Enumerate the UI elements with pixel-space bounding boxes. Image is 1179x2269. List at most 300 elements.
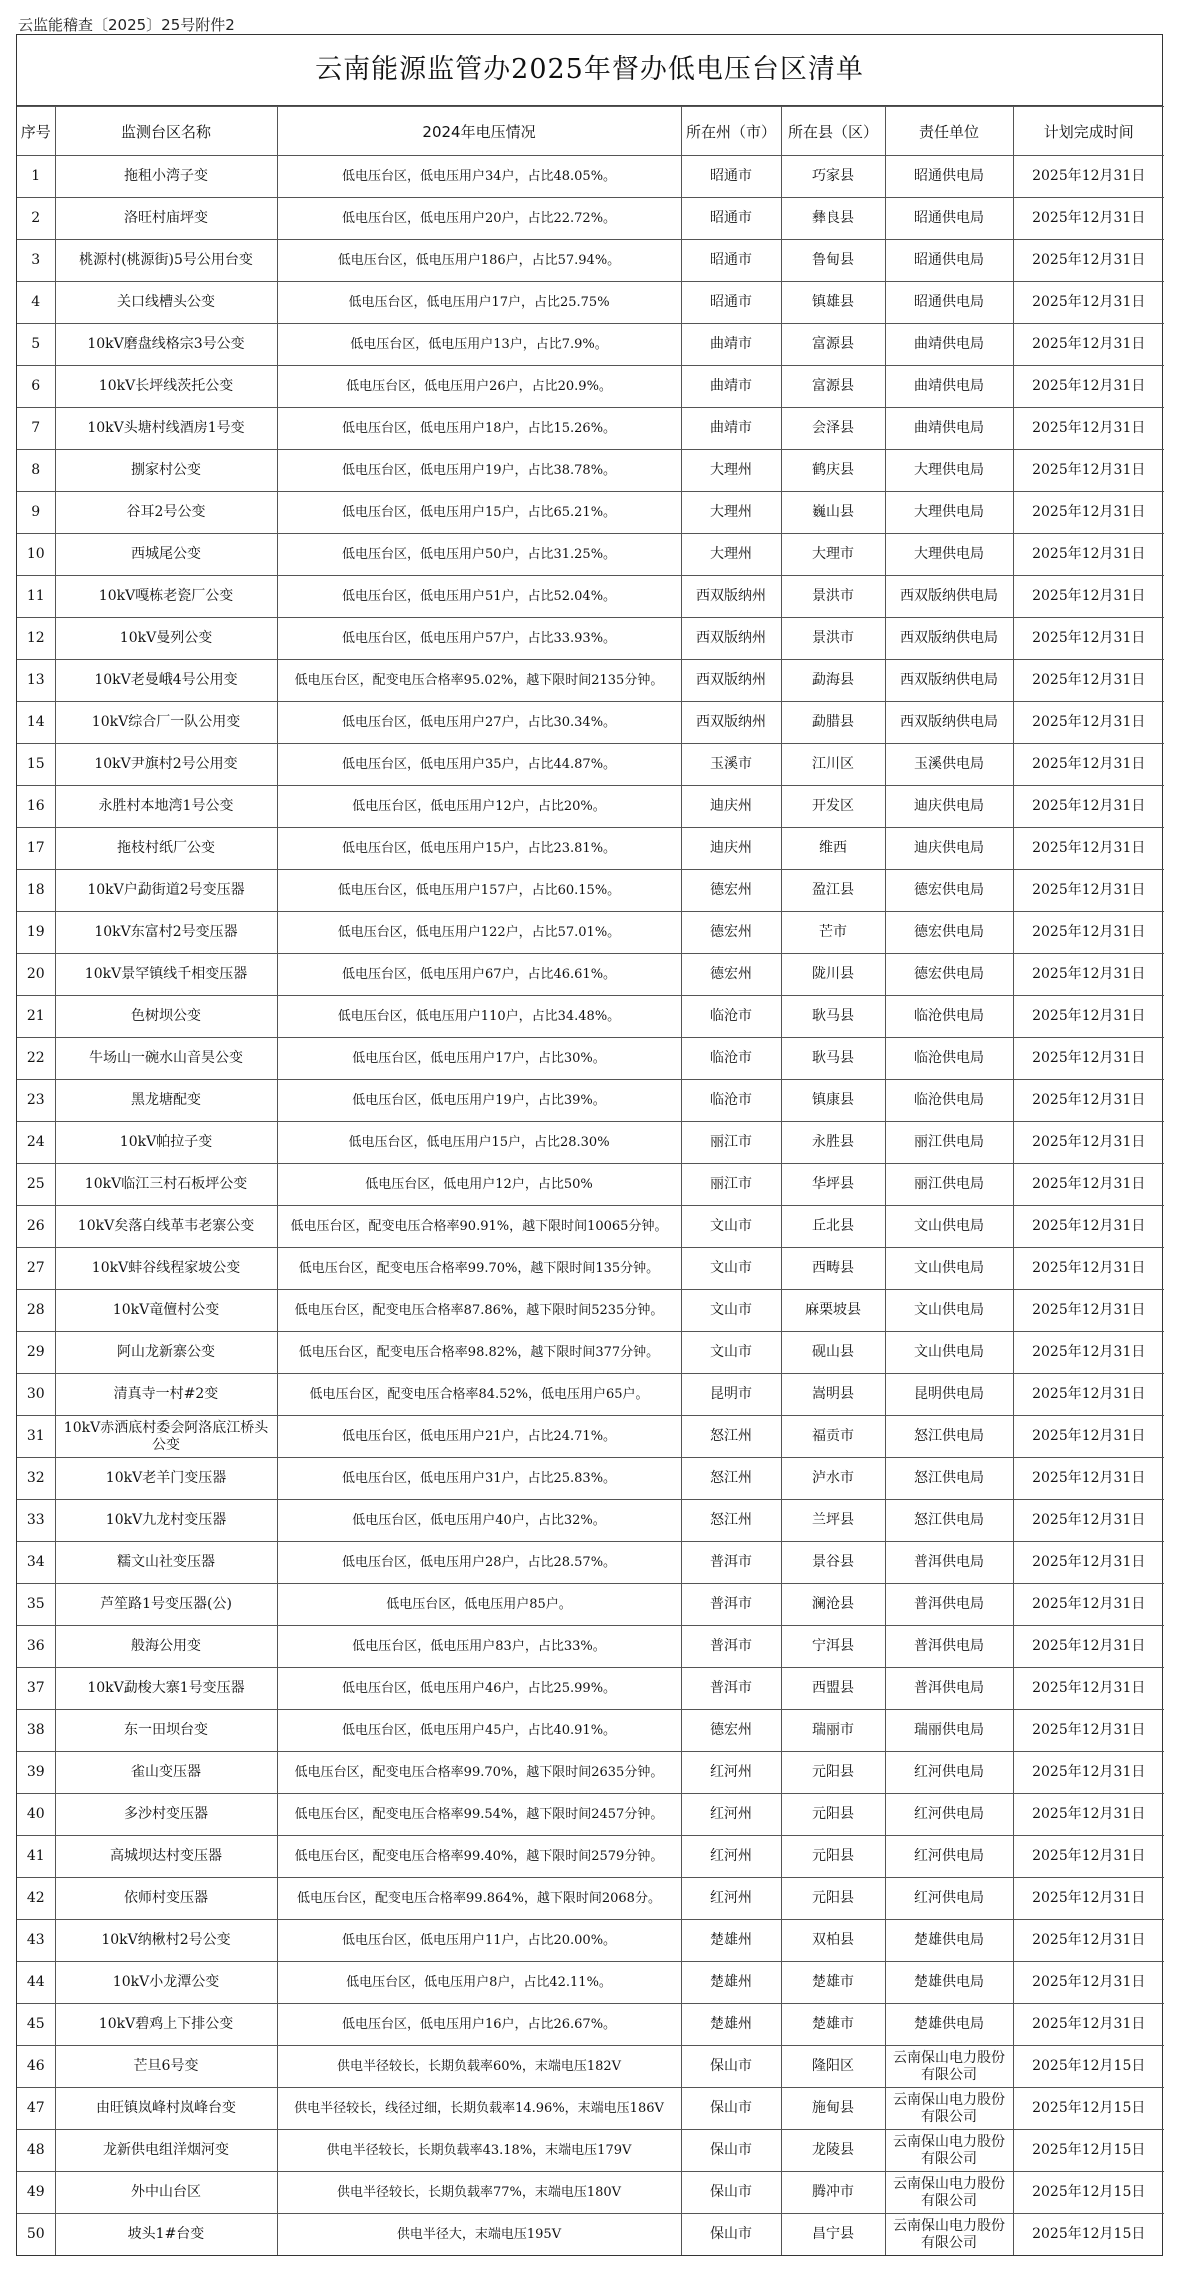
table-row	[17, 870, 1164, 912]
station-name: 10kV纳楸村2号公变	[55, 1920, 277, 1962]
deadline: 2025年12月31日	[1013, 1374, 1164, 1416]
county: 昌宁县	[781, 2214, 885, 2256]
station-name: 关口线槽头公变	[55, 282, 277, 324]
station-name: 龙新供电组洋烟河变	[55, 2130, 277, 2172]
header-prefecture: 所在州（市）	[681, 107, 781, 156]
station-name: 永胜村本地湾1号公变	[55, 786, 277, 828]
table-row	[17, 156, 1164, 198]
station-name: 拖枝村纸厂公变	[55, 828, 277, 870]
row-index: 7	[17, 408, 55, 450]
deadline: 2025年12月31日	[1013, 1416, 1164, 1458]
prefecture: 曲靖市	[681, 366, 781, 408]
deadline: 2025年12月31日	[1013, 492, 1164, 534]
table-row	[17, 366, 1164, 408]
deadline: 2025年12月31日	[1013, 1710, 1164, 1752]
station-name: 10kV赤洒底村委会阿洛底江桥头公变	[55, 1416, 277, 1458]
table-row	[17, 1962, 1164, 2004]
deadline: 2025年12月31日	[1013, 1500, 1164, 1542]
header-responsible-unit: 责任单位	[885, 107, 1013, 156]
deadline: 2025年12月31日	[1013, 870, 1164, 912]
deadline: 2025年12月31日	[1013, 534, 1164, 576]
county: 鲁甸县	[781, 240, 885, 282]
row-index: 14	[17, 702, 55, 744]
county: 耿马县	[781, 1038, 885, 1080]
responsible-unit: 大理供电局	[885, 450, 1013, 492]
responsible-unit: 西双版纳供电局	[885, 576, 1013, 618]
prefecture: 普洱市	[681, 1668, 781, 1710]
row-index: 46	[17, 2046, 55, 2088]
station-name: 桃源村(桃源街)5号公用台变	[55, 240, 277, 282]
station-name: 10kV九龙村变压器	[55, 1500, 277, 1542]
station-name: 10kV东富村2号变压器	[55, 912, 277, 954]
county: 元阳县	[781, 1878, 885, 1920]
county: 福贡市	[781, 1416, 885, 1458]
header-county: 所在县（区）	[781, 107, 885, 156]
row-index: 49	[17, 2172, 55, 2214]
voltage-status: 低电压台区，低电压用户26户，占比20.9%。	[277, 366, 681, 408]
voltage-status: 低电压台区，低电压用户17户，占比25.75%	[277, 282, 681, 324]
prefecture: 普洱市	[681, 1584, 781, 1626]
responsible-unit: 丽江供电局	[885, 1122, 1013, 1164]
deadline: 2025年12月31日	[1013, 1584, 1164, 1626]
responsible-unit: 大理供电局	[885, 534, 1013, 576]
responsible-unit: 普洱供电局	[885, 1668, 1013, 1710]
table-row	[17, 2214, 1164, 2256]
document-reference: 云监能稽查〔2025〕25号附件2	[18, 16, 235, 34]
responsible-unit: 红河供电局	[885, 1836, 1013, 1878]
voltage-status: 低电压台区，低电压用户12户，占比20%。	[277, 786, 681, 828]
voltage-status: 低电压台区，低电压用户50户，占比31.25%。	[277, 534, 681, 576]
row-index: 23	[17, 1080, 55, 1122]
voltage-status: 低电压台区，低电压用户40户，占比32%。	[277, 1500, 681, 1542]
county: 澜沧县	[781, 1584, 885, 1626]
row-index: 24	[17, 1122, 55, 1164]
station-name: 东一田坝台变	[55, 1710, 277, 1752]
county: 丘北县	[781, 1206, 885, 1248]
table-row	[17, 1122, 1164, 1164]
table-row	[17, 2046, 1164, 2088]
station-name: 西城尾公变	[55, 534, 277, 576]
station-name: 洛旺村庙坪变	[55, 198, 277, 240]
responsible-unit: 德宏供电局	[885, 870, 1013, 912]
table-row	[17, 1626, 1164, 1668]
prefecture: 西双版纳州	[681, 576, 781, 618]
station-name: 芦笙路1号变压器(公)	[55, 1584, 277, 1626]
prefecture: 昭通市	[681, 282, 781, 324]
voltage-status: 低电压台区，配变电压合格率95.02%，越下限时间2135分钟。	[277, 660, 681, 702]
prefecture: 红河州	[681, 1836, 781, 1878]
deadline: 2025年12月31日	[1013, 408, 1164, 450]
voltage-status: 供电半径较长，长期负载率60%，末端电压182V	[277, 2046, 681, 2088]
voltage-status: 低电压台区，低电用户12户，占比50%	[277, 1164, 681, 1206]
deadline: 2025年12月31日	[1013, 1794, 1164, 1836]
deadline: 2025年12月31日	[1013, 1248, 1164, 1290]
prefecture: 临沧市	[681, 996, 781, 1038]
responsible-unit: 怒江供电局	[885, 1500, 1013, 1542]
row-index: 26	[17, 1206, 55, 1248]
county: 宁洱县	[781, 1626, 885, 1668]
row-index: 48	[17, 2130, 55, 2172]
list-sheet	[16, 34, 1163, 2256]
station-name: 10kV老曼峨4号公用变	[55, 660, 277, 702]
prefecture: 文山市	[681, 1290, 781, 1332]
responsible-unit: 怒江供电局	[885, 1458, 1013, 1500]
responsible-unit: 普洱供电局	[885, 1584, 1013, 1626]
deadline: 2025年12月31日	[1013, 702, 1164, 744]
header-row	[17, 107, 1164, 156]
county: 元阳县	[781, 1794, 885, 1836]
deadline: 2025年12月31日	[1013, 954, 1164, 996]
table-row	[17, 240, 1164, 282]
voltage-status: 低电压台区，低电压用户20户，占比22.72%。	[277, 198, 681, 240]
table-row	[17, 618, 1164, 660]
prefecture: 大理州	[681, 450, 781, 492]
row-index: 6	[17, 366, 55, 408]
table-row	[17, 534, 1164, 576]
county: 西畴县	[781, 1248, 885, 1290]
county: 嵩明县	[781, 1374, 885, 1416]
station-name: 10kV综合厂一队公用变	[55, 702, 277, 744]
deadline: 2025年12月31日	[1013, 1164, 1164, 1206]
row-index: 22	[17, 1038, 55, 1080]
voltage-status: 低电压台区，配变电压合格率99.70%，越下限时间135分钟。	[277, 1248, 681, 1290]
row-index: 9	[17, 492, 55, 534]
row-index: 2	[17, 198, 55, 240]
responsible-unit: 西双版纳供电局	[885, 660, 1013, 702]
responsible-unit: 临沧供电局	[885, 996, 1013, 1038]
county: 元阳县	[781, 1752, 885, 1794]
table-row	[17, 996, 1164, 1038]
table-row	[17, 828, 1164, 870]
row-index: 42	[17, 1878, 55, 1920]
row-index: 29	[17, 1332, 55, 1374]
row-index: 12	[17, 618, 55, 660]
county: 鹤庆县	[781, 450, 885, 492]
table-row	[17, 1752, 1164, 1794]
table-row	[17, 744, 1164, 786]
station-name: 10kV头塘村线酒房1号变	[55, 408, 277, 450]
county: 盈江县	[781, 870, 885, 912]
row-index: 11	[17, 576, 55, 618]
deadline: 2025年12月15日	[1013, 2130, 1164, 2172]
responsible-unit: 迪庆供电局	[885, 828, 1013, 870]
table-row	[17, 1332, 1164, 1374]
deadline: 2025年12月31日	[1013, 660, 1164, 702]
county: 景洪市	[781, 618, 885, 660]
table-row	[17, 2088, 1164, 2130]
prefecture: 普洱市	[681, 1542, 781, 1584]
voltage-status: 低电压台区，配变电压合格率87.86%，越下限时间5235分钟。	[277, 1290, 681, 1332]
county: 开发区	[781, 786, 885, 828]
responsible-unit: 云南保山电力股份有限公司	[885, 2172, 1013, 2214]
station-name: 10kV临江三村石板坪公变	[55, 1164, 277, 1206]
deadline: 2025年12月31日	[1013, 366, 1164, 408]
table-row	[17, 1920, 1164, 1962]
deadline: 2025年12月31日	[1013, 324, 1164, 366]
deadline: 2025年12月31日	[1013, 1836, 1164, 1878]
prefecture: 怒江州	[681, 1500, 781, 1542]
prefecture: 文山市	[681, 1332, 781, 1374]
prefecture: 红河州	[681, 1752, 781, 1794]
county: 永胜县	[781, 1122, 885, 1164]
responsible-unit: 昭通供电局	[885, 282, 1013, 324]
voltage-status: 低电压台区，低电压用户67户，占比46.61%。	[277, 954, 681, 996]
row-index: 25	[17, 1164, 55, 1206]
responsible-unit: 曲靖供电局	[885, 408, 1013, 450]
deadline: 2025年12月31日	[1013, 156, 1164, 198]
responsible-unit: 红河供电局	[885, 1794, 1013, 1836]
row-index: 39	[17, 1752, 55, 1794]
prefecture: 临沧市	[681, 1080, 781, 1122]
table-row	[17, 1458, 1164, 1500]
county: 龙陵县	[781, 2130, 885, 2172]
header-station-name: 监测台区名称	[55, 107, 277, 156]
table-row	[17, 2130, 1164, 2172]
row-index: 37	[17, 1668, 55, 1710]
table-row	[17, 1416, 1164, 1458]
responsible-unit: 迪庆供电局	[885, 786, 1013, 828]
responsible-unit: 怒江供电局	[885, 1416, 1013, 1458]
row-index: 31	[17, 1416, 55, 1458]
row-index: 10	[17, 534, 55, 576]
header-deadline: 计划完成时间	[1013, 107, 1164, 156]
deadline: 2025年12月31日	[1013, 2004, 1164, 2046]
voltage-status: 低电压台区，低电压用户157户，占比60.15%。	[277, 870, 681, 912]
prefecture: 大理州	[681, 492, 781, 534]
table-row	[17, 324, 1164, 366]
table-row	[17, 1878, 1164, 1920]
county: 楚雄市	[781, 1962, 885, 2004]
row-index: 4	[17, 282, 55, 324]
deadline: 2025年12月31日	[1013, 282, 1164, 324]
table-row	[17, 2004, 1164, 2046]
deadline: 2025年12月31日	[1013, 1878, 1164, 1920]
voltage-status: 低电压台区，配变电压合格率99.54%，越下限时间2457分钟。	[277, 1794, 681, 1836]
deadline: 2025年12月15日	[1013, 2172, 1164, 2214]
table-row	[17, 2172, 1164, 2214]
station-name: 谷耳2号公变	[55, 492, 277, 534]
station-name: 10kV磨盘线格宗3号公变	[55, 324, 277, 366]
county: 芒市	[781, 912, 885, 954]
voltage-status: 低电压台区，低电压用户57户，占比33.93%。	[277, 618, 681, 660]
county: 富源县	[781, 324, 885, 366]
voltage-status: 低电压台区，低电压用户186户，占比57.94%。	[277, 240, 681, 282]
responsible-unit: 云南保山电力股份有限公司	[885, 2088, 1013, 2130]
voltage-status: 低电压台区，配变电压合格率99.40%，越下限时间2579分钟。	[277, 1836, 681, 1878]
row-index: 47	[17, 2088, 55, 2130]
responsible-unit: 大理供电局	[885, 492, 1013, 534]
voltage-status: 低电压台区，低电压用户16户，占比26.67%。	[277, 2004, 681, 2046]
responsible-unit: 文山供电局	[885, 1290, 1013, 1332]
responsible-unit: 文山供电局	[885, 1206, 1013, 1248]
voltage-status: 低电压台区，低电压用户27户，占比30.34%。	[277, 702, 681, 744]
table-row	[17, 1710, 1164, 1752]
prefecture: 保山市	[681, 2130, 781, 2172]
deadline: 2025年12月31日	[1013, 1668, 1164, 1710]
prefecture: 文山市	[681, 1248, 781, 1290]
county: 泸水市	[781, 1458, 885, 1500]
row-index: 13	[17, 660, 55, 702]
voltage-status: 低电压台区，低电压用户8户，占比42.11%。	[277, 1962, 681, 2004]
voltage-status: 低电压台区，配变电压合格率90.91%，越下限时间10065分钟。	[277, 1206, 681, 1248]
row-index: 17	[17, 828, 55, 870]
responsible-unit: 临沧供电局	[885, 1080, 1013, 1122]
table-row	[17, 1542, 1164, 1584]
deadline: 2025年12月31日	[1013, 1458, 1164, 1500]
row-index: 32	[17, 1458, 55, 1500]
deadline: 2025年12月31日	[1013, 828, 1164, 870]
table-row	[17, 1164, 1164, 1206]
voltage-status: 低电压台区，低电压用户28户，占比28.57%。	[277, 1542, 681, 1584]
deadline: 2025年12月31日	[1013, 912, 1164, 954]
voltage-status: 低电压台区，低电压用户45户，占比40.91%。	[277, 1710, 681, 1752]
row-index: 15	[17, 744, 55, 786]
prefecture: 玉溪市	[681, 744, 781, 786]
station-name: 10kV帕拉子变	[55, 1122, 277, 1164]
prefecture: 德宏州	[681, 954, 781, 996]
prefecture: 楚雄州	[681, 1920, 781, 1962]
row-index: 44	[17, 1962, 55, 2004]
deadline: 2025年12月31日	[1013, 1962, 1164, 2004]
county: 巍山县	[781, 492, 885, 534]
row-index: 30	[17, 1374, 55, 1416]
county: 施甸县	[781, 2088, 885, 2130]
voltage-status: 低电压台区，低电压用户15户，占比23.81%。	[277, 828, 681, 870]
station-name: 10kV景罕镇线千相变压器	[55, 954, 277, 996]
responsible-unit: 普洱供电局	[885, 1626, 1013, 1668]
station-name: 10kV曼列公变	[55, 618, 277, 660]
deadline: 2025年12月31日	[1013, 996, 1164, 1038]
prefecture: 楚雄州	[681, 2004, 781, 2046]
county: 耿马县	[781, 996, 885, 1038]
county: 隆阳区	[781, 2046, 885, 2088]
row-index: 50	[17, 2214, 55, 2256]
responsible-unit: 西双版纳供电局	[885, 702, 1013, 744]
table-row	[17, 1290, 1164, 1332]
deadline: 2025年12月31日	[1013, 1290, 1164, 1332]
prefecture: 德宏州	[681, 912, 781, 954]
station-name: 10kV户勐街道2号变压器	[55, 870, 277, 912]
voltage-status: 低电压台区，低电压用户21户，占比24.71%。	[277, 1416, 681, 1458]
row-index: 3	[17, 240, 55, 282]
prefecture: 西双版纳州	[681, 660, 781, 702]
prefecture: 红河州	[681, 1878, 781, 1920]
station-name: 10kV竜儃村公变	[55, 1290, 277, 1332]
prefecture: 保山市	[681, 2214, 781, 2256]
deadline: 2025年12月31日	[1013, 1542, 1164, 1584]
deadline: 2025年12月31日	[1013, 240, 1164, 282]
table-row	[17, 408, 1164, 450]
county: 腾冲市	[781, 2172, 885, 2214]
station-name: 10kV勐梭大寨1号变压器	[55, 1668, 277, 1710]
responsible-unit: 曲靖供电局	[885, 324, 1013, 366]
table-row	[17, 786, 1164, 828]
table-row	[17, 282, 1164, 324]
row-index: 21	[17, 996, 55, 1038]
responsible-unit: 普洱供电局	[885, 1542, 1013, 1584]
station-name: 依师村变压器	[55, 1878, 277, 1920]
deadline: 2025年12月31日	[1013, 1752, 1164, 1794]
prefecture: 丽江市	[681, 1164, 781, 1206]
table-row	[17, 1038, 1164, 1080]
county: 陇川县	[781, 954, 885, 996]
voltage-status: 低电压台区，配变电压合格率84.52%，低电压用户65户。	[277, 1374, 681, 1416]
responsible-unit: 楚雄供电局	[885, 2004, 1013, 2046]
row-index: 28	[17, 1290, 55, 1332]
station-name: 阿山龙新寨公变	[55, 1332, 277, 1374]
responsible-unit: 瑞丽供电局	[885, 1710, 1013, 1752]
table-row	[17, 1500, 1164, 1542]
table-row	[17, 954, 1164, 996]
county: 镇康县	[781, 1080, 885, 1122]
responsible-unit: 丽江供电局	[885, 1164, 1013, 1206]
responsible-unit: 临沧供电局	[885, 1038, 1013, 1080]
county: 勐海县	[781, 660, 885, 702]
responsible-unit: 西双版纳供电局	[885, 618, 1013, 660]
row-index: 35	[17, 1584, 55, 1626]
row-index: 43	[17, 1920, 55, 1962]
county: 富源县	[781, 366, 885, 408]
row-index: 16	[17, 786, 55, 828]
station-name: 10kV碧鸡上下排公变	[55, 2004, 277, 2046]
row-index: 38	[17, 1710, 55, 1752]
voltage-status: 低电压台区，低电压用户31户，占比25.83%。	[277, 1458, 681, 1500]
voltage-status: 低电压台区，低电压用户15户，占比65.21%。	[277, 492, 681, 534]
responsible-unit: 文山供电局	[885, 1248, 1013, 1290]
station-name: 10kV老羊门变压器	[55, 1458, 277, 1500]
deadline: 2025年12月31日	[1013, 1332, 1164, 1374]
prefecture: 大理州	[681, 534, 781, 576]
station-name: 由旺镇岚峰村岚峰台变	[55, 2088, 277, 2130]
county: 瑞丽市	[781, 1710, 885, 1752]
county: 景谷县	[781, 1542, 885, 1584]
station-name: 般海公用变	[55, 1626, 277, 1668]
row-index: 20	[17, 954, 55, 996]
station-name: 糯文山社变压器	[55, 1542, 277, 1584]
prefecture: 普洱市	[681, 1626, 781, 1668]
row-index: 45	[17, 2004, 55, 2046]
prefecture: 曲靖市	[681, 324, 781, 366]
responsible-unit: 德宏供电局	[885, 912, 1013, 954]
deadline: 2025年12月31日	[1013, 198, 1164, 240]
county: 双柏县	[781, 1920, 885, 1962]
county: 麻栗坡县	[781, 1290, 885, 1332]
responsible-unit: 云南保山电力股份有限公司	[885, 2214, 1013, 2256]
row-index: 1	[17, 156, 55, 198]
voltage-status: 低电压台区，低电压用户13户，占比7.9%。	[277, 324, 681, 366]
voltage-status: 低电压台区，低电压用户19户，占比39%。	[277, 1080, 681, 1122]
prefecture: 怒江州	[681, 1458, 781, 1500]
voltage-status: 低电压台区，低电压用户11户，占比20.00%。	[277, 1920, 681, 1962]
deadline: 2025年12月31日	[1013, 1920, 1164, 1962]
deadline: 2025年12月15日	[1013, 2046, 1164, 2088]
voltage-status: 低电压台区，低电压用户18户，占比15.26%。	[277, 408, 681, 450]
prefecture: 迪庆州	[681, 786, 781, 828]
table-row	[17, 912, 1164, 954]
voltage-status: 供电半径较长，长期负载率43.18%，末端电压179V	[277, 2130, 681, 2172]
voltage-status: 供电半径大，末端电压195V	[277, 2214, 681, 2256]
voltage-status: 低电压台区，低电压用户83户，占比33%。	[277, 1626, 681, 1668]
row-index: 19	[17, 912, 55, 954]
voltage-status: 低电压台区，低电压用户46户，占比25.99%。	[277, 1668, 681, 1710]
row-index: 8	[17, 450, 55, 492]
county: 大理市	[781, 534, 885, 576]
voltage-status: 低电压台区，低电压用户34户，占比48.05%。	[277, 156, 681, 198]
station-name: 牛场山一碗水山音昊公变	[55, 1038, 277, 1080]
county: 景洪市	[781, 576, 885, 618]
table-row	[17, 702, 1164, 744]
station-name: 黑龙塘配变	[55, 1080, 277, 1122]
